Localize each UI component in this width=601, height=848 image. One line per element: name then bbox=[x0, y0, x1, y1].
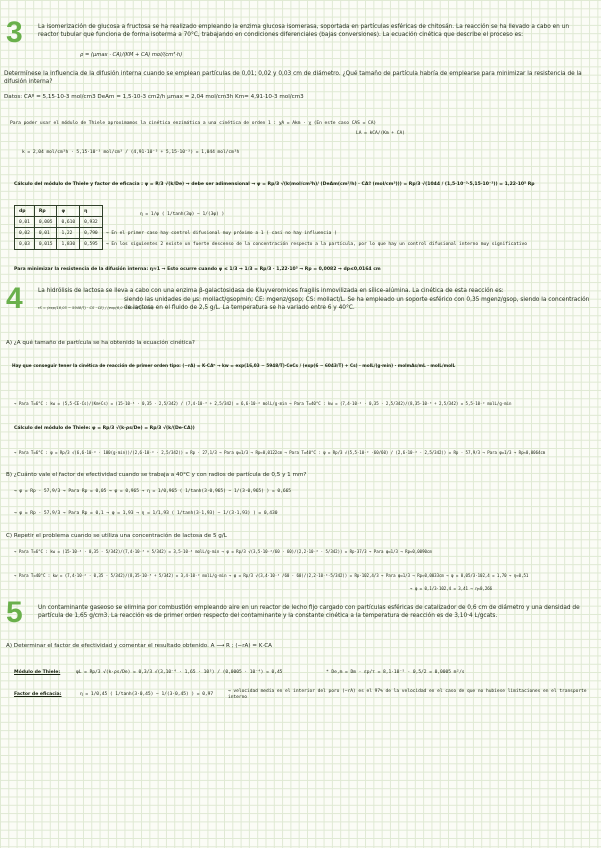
s3-results-table bbox=[14, 205, 103, 250]
s3-minimize-line: Para minimizar la resistencia de la difusión interna: η≈1 → Esto ocurre cuando φ ≤ 1/3 → 1/3 = Rp/3 · 1,22·10⁵ → Rp = 0,0082 → dp≤0,0164 cm bbox=[14, 267, 381, 272]
table-cell: 0,015 bbox=[34, 239, 57, 250]
section-3-question: Determínese la influencia de la difusión interna cuando se emplean partículas de 0,01; 0,02 y 0,03 cm de diámetro. ¿Qué tamaño de partícula habría de emplearse para minimizar la resistencia de la difusión interna? bbox=[4, 71, 582, 86]
table-header-cell: φ bbox=[57, 206, 80, 217]
table-cell: 0,595 bbox=[80, 239, 103, 250]
s4-work-line-4: → Para T=6°C : φ = Rp/3 √(6,6·10⁻⁴ · 100(g·min))/(2,6·10⁻⁴ · 2,5/342)) = Rp · 27,1/3 → Para φ=1/3 → Rp≈0,0122cm → Para T=40°C : φ = Rp/3 √(5,5·10⁻² ·60/60) / (2,6·10⁻⁴ · 2,5/342)) = Rp · 57,9/3 → Para φ=1/3 → Rp≈0,0064cm bbox=[14, 450, 546, 455]
table-row bbox=[15, 228, 103, 239]
section-5-intro: Un contaminante gaseoso se elimina por combustión empleando aire en un reactor de lecho fijo cargado con partículas esféricas de catalizador de 0,6 cm de diámetro y una densidad de partícula de 1,65 g/cm3. La reacción es de primer orden respecto del contaminante y la constante cinética a la temperatura de reacción es de 3,10·4 L/gcats. bbox=[38, 605, 580, 620]
s4-work-line-5: → φ = Rp · 57,9/3 → Para Rp = 0,05 → φ = 0,965 → η = 1/0,965 ( 1/tanh(3·0,965) − 1/(3·0,965) ) = 0,665 bbox=[14, 489, 291, 494]
table-cell: 1,22 bbox=[57, 228, 80, 239]
s3-work-line-1: Para poder usar el módulo de Thiele aproximamos la cinética enzimática a una cinética de orden 1 : ꭓA = Akm · ꭓ (En este caso CAS = CA) bbox=[10, 121, 377, 126]
s3-comment-2: → En los siguientes 2 existe un fuerte descenso de la concentración respecto a la partícula, por lo que hay un control difusional interno muy significativo bbox=[106, 242, 527, 247]
section-3-intro: La isomerización de glucosa a fructosa se ha realizado empleando la enzima glucosa isomerasa, soportada en partículas esféricas de chitosán. La reacción se ha llevado a cabo en un reactor tubular que funciona de forma isoterma a 70°C, trabajando en condiciones diferenciales (bajas conversiones). La ecuación cinética que describe el proceso es: bbox=[38, 24, 570, 39]
section-number-3: 3 bbox=[6, 16, 23, 49]
s5-thiele-calc: φL = Rp/3 √(k·ρs/De) = 0,3/3 √(3,10⁻⁴ · 1,65 · 10³) / (0,0005 · 10⁻⁴) = 0,45 bbox=[76, 670, 283, 675]
table-header-row bbox=[15, 206, 103, 217]
table-cell: 0,005 bbox=[34, 217, 57, 228]
s4-question-a: A) ¿A qué tamaño de partícula se ha obtenido la ecuación cinética? bbox=[6, 340, 195, 346]
section-3-rate-equation: ρ = (μmax · CA)/(KM + CA) mol/(cm³·h) bbox=[80, 52, 183, 58]
table-cell: 0,790 bbox=[80, 228, 103, 239]
s4-work-line-1: Hay que conseguir tener la cinética de reacción de primer orden tipo: (−rA) = K·CAⁿ → kw = exp(16,03 − 5948/T)·CeCs / (exp(6 − 6043/T) + Cs) · molL/(g·min) · molmAs/mL · molL/molL bbox=[12, 364, 456, 369]
table-header-cell: η bbox=[80, 206, 103, 217]
s3-eta-formula: η = 1/φ ( 1/tanh(3φ) − 1/(3φ) ) bbox=[140, 212, 225, 217]
s4-question-c: C) Repetir el problema cuando se utiliza una concentración de lactosa de 5 g/L bbox=[6, 533, 227, 539]
table-header-cell: Rp bbox=[34, 206, 57, 217]
s3-comment-1: → En el primer caso hay control difusional muy próximo a 1 ( casi no hay influencia ) bbox=[106, 231, 337, 236]
table-row bbox=[15, 217, 103, 228]
s4-question-b: B) ¿Cuánto vale el factor de efectividad cuando se trabaja a 40°C y con radios de partícula de 0,5 y 1 mm? bbox=[6, 472, 307, 478]
table-cell: 0,932 bbox=[80, 217, 103, 228]
section-number-5: 5 bbox=[6, 596, 23, 629]
s4-thiele-calc: Cálculo del módulo de Thiele: φ = Rp/3 √(k·ρs/De) = Rp/3 √(k/(De·CA)) bbox=[14, 426, 195, 431]
s4-work-line-8b: → φ = 0,1/3·102,4 = 3,41 → η≈0,266 bbox=[410, 586, 493, 591]
s4-work-line-8: → Para T=40°C : kw = (7,4·10⁻² · 0,35 · 5/342)/(8,35·10⁻³ + 5/342) = 3,4·10⁻² molL/g·min → φ = Rp/3 √(3,4·10⁻² /60 · 60)/(2,2·10⁻⁴·5/342)) = Rp·102,4/3 → Para φ=1/3 → Rp≈0,0033cm → φ = 0,05/3·102,4 = 1,70 → η≈0,51 bbox=[14, 573, 529, 578]
section-4-rate-equation: rS = (exp(16,03 − 5948/T) · CS · CE) / (exp(6,0 − 6043/T) + CS) bbox=[38, 306, 154, 310]
table-cell: 0,610 bbox=[57, 217, 80, 228]
s3-work-line-1b: LA = kCA/(Km + CA) bbox=[356, 131, 405, 136]
s5-question-a: A) Determinar el factor de efectividad y comentar el resultado obtenido. A ⟶ R ; (−rA) = K·CA bbox=[6, 643, 272, 649]
table-cell: 1,830 bbox=[57, 239, 80, 250]
section-3-data: Datos: CAº = 5,15·10-3 mol/cm3 DeAm = 1,5·10-3 cm2/h μmax = 2,04 mol/cm3h Km= 4,91·10-3 mol/cm3 bbox=[4, 94, 304, 100]
table-row bbox=[15, 239, 103, 250]
table-cell: 0,02 bbox=[15, 228, 35, 239]
s3-work-line-2: k = 2,04 mol/cm³h · 5,15·10⁻³ mol/cm³ / (4,91·10⁻³ + 5,15·10⁻³) = 1,044 mol/cm³h bbox=[22, 150, 240, 155]
s3-thiele-calc: Cálculo del módulo de Thiele y factor de eficacia : φ = R/3 √(k/De) → debe ser adimensional → φ = Rp/3 √(k(mol/cm³h)/ (DeAm(cm²/h) · CAº (mol/cm³))) = Rp/3 √(1044 / (1,5·10⁻³·5,15·10⁻³)) = 1,22·10⁵ Rp bbox=[14, 182, 535, 187]
section-number-4: 4 bbox=[6, 282, 23, 315]
s5-thiele-label: Módulo de Thiele: bbox=[14, 670, 61, 675]
table-header-cell: dp bbox=[15, 206, 35, 217]
table-cell: 0,01 bbox=[15, 217, 35, 228]
s5-diffusivity-note: * De,m = Dm · εp/τ = 8,1·10⁻⁵ · 0,5/2 = 0,0005 m²/s bbox=[326, 670, 465, 675]
section-4-intro-1: La hidrólisis de lactosa se lleva a cabo con una enzima β-galactosidasa de Kluyveromices fragilis inmovilizada en sílice-alúmina. La cinética de esta reacción es: bbox=[38, 288, 504, 294]
table-cell: 0,01 bbox=[34, 228, 57, 239]
s5-comment: → velocidad media en el interior del poro (−rA) es el 97% de la velocidad en el caso de que no hubiese limitaciones en el transporte interno bbox=[228, 689, 587, 700]
table-cell: 0,03 bbox=[15, 239, 35, 250]
s5-efficiency-calc: η = 1/0,45 ( 1/tanh(3·0,45) − 1/(3·0,45) ) = 0,97 bbox=[80, 692, 214, 697]
s5-efficiency-label: Factor de eficacia: bbox=[14, 692, 62, 697]
s4-work-line-2: → Para T=6°C : kw = (5,5·CE·Cs)/(Km+Cs) = (15·10⁻⁴ · 0,35 · 2,5/342) / (7,4·10⁻³ + 2,5/342) = 6,6·10⁻⁴ molL/g·min → Para T=40°C : kw = (7,4·10⁻² · 0,35 · 2,5/342)/(8,35·10⁻³ + 2,5/342) = 5,5·10⁻² molL/g·min bbox=[14, 401, 512, 406]
s4-work-line-6: → φ = Rp · 57,9/3 → Para Rp = 0,1 → φ = 1,93 → η = 1/1,93 ( 1/tanh(3·1,93) − 1/(3·1,93) ) = 0,430 bbox=[14, 511, 278, 516]
section-4-intro-2: siendo las unidades de μs: mollact/gsopmin; CE: mgenz/gsop; CS: mollact/L. Se ha empleado un soporte esférico con 0,35 mgenz/gsop, siendo la concentración de lactosa en el fluido de 2,5 g/L. La temperatura se ha variado entre 6 y 40°C. bbox=[124, 297, 590, 312]
s4-work-line-7: → Para T=6°C : kw = (15·10⁻⁴ · 0,35 · 5/342)/(7,4·10⁻³ + 5/342) = 3,5·10⁻⁴ molL/g·min → φ = Rp/3 √(3,5·10⁻⁴/60 · 60)/(2,2·10⁻⁴ · 5/342)) = Rp·37/3 → Para φ=1/3 → Rp≈0,0090cm bbox=[14, 549, 432, 554]
